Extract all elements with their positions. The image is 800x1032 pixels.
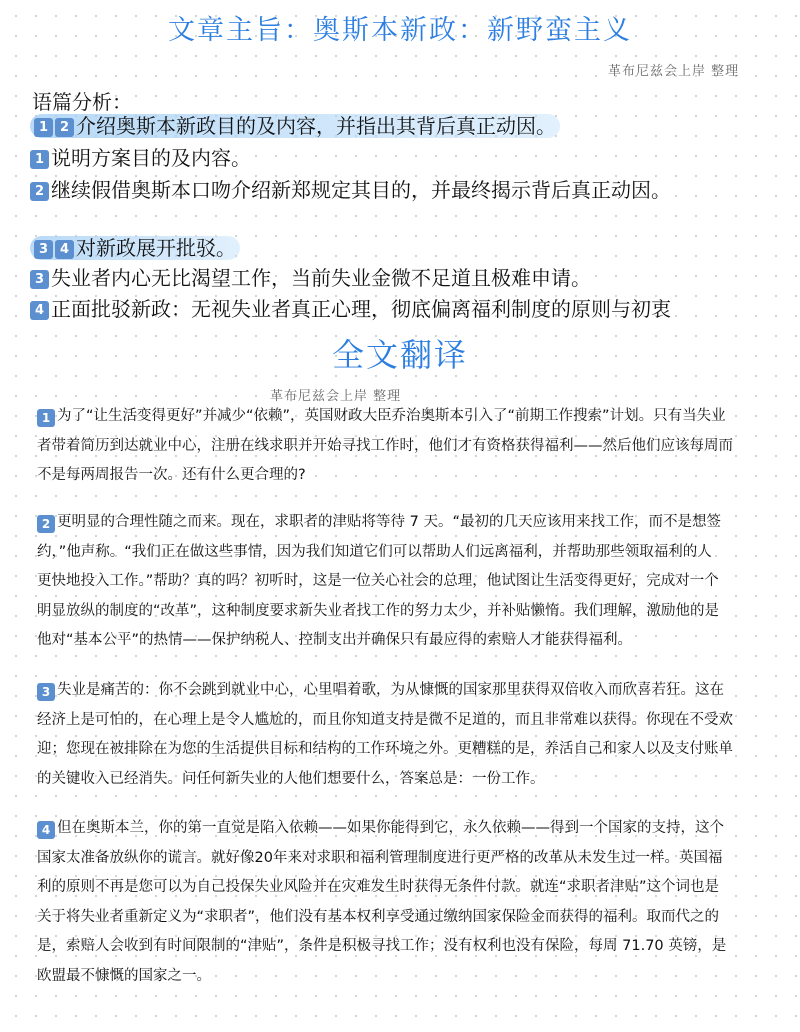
paragraph-line: 不是每两周报告一次。还有什么更合理的? bbox=[37, 467, 306, 483]
paragraph-line: 利的原则不再是您可以为自己投保失业风险并在灾难发生时获得无条件付款。就连“求职者津贴”这个词也是 bbox=[37, 879, 720, 895]
analysis-line bbox=[30, 112, 560, 140]
analysis-line bbox=[30, 295, 671, 323]
number-badge: 2 bbox=[37, 515, 55, 533]
paragraph-line: 是，索赔人会收到有时间限制的“津贴”，条件是积极寻找工作；没有权利也没有保险，每周 71.70 英镑，是 bbox=[37, 938, 727, 954]
paragraph-line: 明显放纵的制度的“改革”，这种制度要求新失业者找工作的努力太少，并补贴懒惰。我们理解，激励他的是 bbox=[37, 602, 720, 619]
analysis-line bbox=[30, 234, 240, 262]
number-badge: 2 bbox=[55, 118, 74, 137]
paragraph-line: 关于将失业者重新定义为“求职者”，他们没有基本权利享受通过缴纳国家保险金而获得的福利。取而代之的 bbox=[37, 908, 720, 925]
number-badge: 4 bbox=[55, 240, 74, 259]
analysis-highlight bbox=[30, 236, 240, 260]
analysis-label: 语篇分析： bbox=[32, 90, 132, 114]
line-text: 但在奥斯本兰，你的第一直觉是陷入依赖——如果你能得到它，永久依赖——得到一个国家的支持，这个 bbox=[57, 820, 724, 836]
line-text: 更明显的合理性随之而来。现在，求职者的津贴将等待 7 天。“最初的几天应该用来找工作，而不是想签 bbox=[57, 514, 721, 530]
number-badge: 2 bbox=[30, 182, 49, 201]
credit-middle: 革布尼兹会上岸 整理 bbox=[270, 389, 402, 404]
number-badge: 3 bbox=[37, 683, 55, 701]
paragraph-line bbox=[37, 402, 777, 432]
translation-paragraph bbox=[37, 814, 777, 991]
paragraph-line: 他对“基本公平”的热情——保护纳税人、控制支出并确保只有最应得的索赔人才能获得福利。 bbox=[37, 632, 633, 648]
translation-paragraph bbox=[37, 402, 777, 491]
paragraph-line: 经济上是可怕的，在心理上是令人尴尬的，而且你知道支持是微不足道的，而且非常难以获得。你现在不受欢 bbox=[37, 711, 733, 728]
paragraph-line bbox=[37, 676, 777, 706]
line-text: 为了“让生活变得更好”并减少“依赖”，英国财政大臣乔治奥斯本引入了“前期工作搜索”计划。只有当失业 bbox=[57, 408, 726, 424]
number-badge: 4 bbox=[30, 301, 49, 320]
paragraph-line: 欧盟最不慷慨的国家之一。 bbox=[37, 967, 211, 984]
analysis-text: 说明方案目的及内容。 bbox=[51, 146, 251, 170]
analysis-highlight bbox=[30, 114, 560, 138]
analysis-line bbox=[30, 176, 671, 204]
page-title: 文章主旨：奥斯本新政：新野蛮主义 bbox=[168, 15, 632, 46]
paragraph-line: 国家太准备放纵你的谎言。就好像20年来对求职和福利管理制度进行更严格的改革从未发生过一样。英国福 bbox=[37, 849, 723, 866]
translation-title: 全文翻译 bbox=[331, 336, 468, 374]
credit-top: 革布尼兹会上岸 整理 bbox=[608, 64, 740, 79]
analysis-text: 正面批驳新政：无视失业者真正心理，彻底偏离福利制度的原则与初衷 bbox=[51, 297, 671, 321]
number-badge: 1 bbox=[30, 150, 49, 169]
paragraph-line bbox=[37, 508, 777, 538]
paragraph-line: 约，”他声称。“我们正在做这些事情，因为我们知道它们可以帮助人们远离福利，并帮助那些领取福利的人 bbox=[37, 543, 712, 560]
paragraph-line: 者带着简历到达就业中心，注册在线求职并开始寻找工作时，他们才有资格获得福利——然后他们应该每周而 bbox=[37, 437, 733, 454]
analysis-text: 失业者内心无比渴望工作，当前失业金微不足道且极难申请。 bbox=[51, 266, 591, 290]
analysis-text: 介绍奥斯本新政目的及内容，并指出其背后真正动因。 bbox=[76, 114, 556, 138]
analysis-text: 继续假借奥斯本口吻介绍新郑规定其目的，并最终揭示背后真正动因。 bbox=[51, 178, 671, 202]
paragraph-line: 更快地投入工作。”帮助？真的吗？初听时，这是一位关心社会的总理，他试图让生活变得更好，完成对一个 bbox=[37, 573, 719, 589]
number-badge: 1 bbox=[37, 409, 55, 427]
translation-paragraph bbox=[37, 508, 777, 656]
analysis-line bbox=[30, 264, 591, 292]
paragraph-line: 的关键收入已经消失。问任何新失业的人他们想要什么，答案总是：一份工作。 bbox=[37, 770, 545, 787]
paragraph-line: 迎；您现在被排除在为您的生活提供目标和结构的工作环境之外。更糟糕的是，养活自己和家人以及支付账单 bbox=[37, 741, 733, 757]
line-text: 失业是痛苦的：你不会跳到就业中心，心里唱着歌，为从慷慨的国家那里获得双倍收入而欣喜若狂。这在 bbox=[57, 682, 724, 698]
number-badge: 4 bbox=[37, 821, 55, 839]
translation-paragraph bbox=[37, 676, 777, 794]
number-badge: 3 bbox=[34, 240, 53, 259]
number-badge: 3 bbox=[30, 270, 49, 289]
analysis-line bbox=[30, 144, 251, 172]
analysis-text: 对新政展开批驳。 bbox=[76, 236, 236, 260]
number-badge: 1 bbox=[34, 118, 53, 137]
paragraph-line bbox=[37, 814, 777, 844]
